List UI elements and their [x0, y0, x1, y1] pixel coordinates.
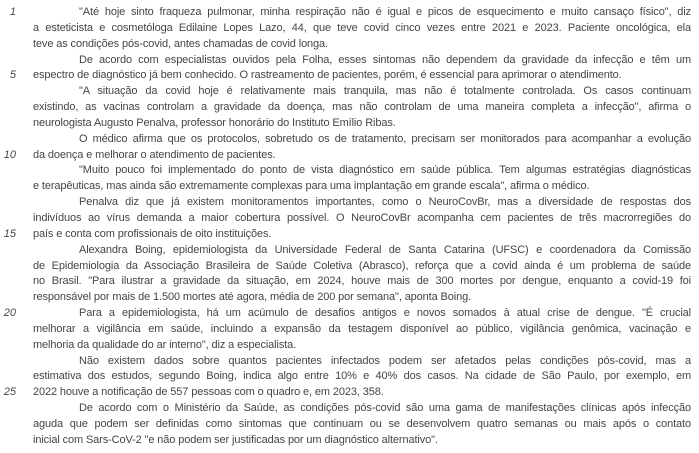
text-line — [0, 68, 691, 84]
text-line — [0, 290, 691, 306]
text-line — [0, 385, 691, 401]
line-text: de Epidemiologia da Associação Brasileira de Saúde Coletiva (Abrasco), reforça que a covid ainda é um problema de saúde — [33, 259, 691, 272]
text-line — [0, 37, 691, 53]
text-line — [0, 148, 691, 164]
text-line — [0, 195, 691, 211]
text-line — [0, 369, 691, 385]
text-line — [0, 21, 691, 37]
line-text: Para a epidemiologista, há um acúmulo de desafios antigos e novos somados à atual crise de dengue. "É crucial — [79, 307, 691, 320]
text-line — [0, 132, 691, 148]
text-line — [0, 84, 691, 100]
text-line — [0, 274, 691, 290]
line-text: Alexandra Boing, epidemiologista da Universidade Federal de Santa Catarina (UFSC) e coordenadora da Comissão — [79, 243, 691, 256]
line-text: espectro de diagnóstico já bem conhecido. O rastreamento de pacientes, porém, é essencial para aprimorar o atendimento. — [33, 69, 622, 82]
text-line — [0, 354, 691, 370]
line-text: aguda que podem ser definidas como sintomas que continuam ou se desenvolvem quatro semanas ou mais após o contato — [33, 417, 691, 430]
line-text: e terapêuticas, mas ainda são extremamente complexas para uma implantação em grande escala", afirma o médico. — [33, 180, 590, 193]
line-text: país e conta com profissionais de oito instituições. — [33, 227, 272, 240]
line-text: Não existem dados sobre quantos pacientes infectados podem ser afetados pelas condições pós-covid, mas a — [79, 354, 691, 367]
line-text: responsável por mais de 1.500 mortes até agora, média de 200 por semana", aponta Boing. — [33, 291, 472, 304]
text-line — [0, 306, 691, 322]
text-line — [0, 401, 691, 417]
text-line — [0, 116, 691, 132]
text-line — [0, 100, 691, 116]
text-line — [0, 163, 691, 179]
text-line — [0, 322, 691, 338]
line-number: 25 — [3, 386, 16, 399]
line-text: "A situação da covid hoje é relativamente mais tranquila, mas não é totalmente controlada. Os casos continuam — [79, 85, 691, 98]
line-text: "Muito pouco foi implementado do ponto de vista diagnóstico em saúde pública. Tem algumas estratégias diagnósticas — [79, 164, 691, 177]
text-line — [0, 259, 691, 275]
line-text: De acordo com especialistas ouvidos pela Folha, esses sintomas não dependem da gravidade da infecção e têm um — [79, 53, 691, 66]
line-text: existindo, as vacinas controlam a gravidade da doença, mas não controlam de uma maneira completa a infecção", afirma o — [33, 101, 691, 114]
line-text: 2022 houve a notificação de 557 pessoas com o quadro e, em 2023, 358. — [33, 386, 384, 399]
text-line — [0, 338, 691, 354]
text-line — [0, 243, 691, 259]
line-number: 10 — [3, 148, 16, 161]
line-number: 1 — [9, 6, 16, 18]
text-line — [0, 5, 691, 21]
line-text: O médico afirma que os protocolos, sobretudo os de tratamento, precisam ser monitorados para acompanhar a evolução — [79, 132, 691, 145]
line-text: neurologista Augusto Penalva, professor honorário do Instituto Emílio Ribas. — [33, 116, 396, 129]
text-line — [0, 53, 691, 69]
text-line — [0, 179, 691, 195]
line-text: De acordo com o Ministério da Saúde, as condições pós-covid são uma gama de manifestações clínicas após infecção — [79, 402, 691, 415]
line-text: da doença e melhorar o atendimento de pacientes. — [33, 148, 276, 161]
line-text: "Até hoje sinto fraqueza pulmonar, minha respiração não é igual e picos de esquecimento e muito cansaço físico", diz — [79, 6, 691, 18]
line-text: Penalva diz que já existem monitoramentos importantes, como o NeuroCovBr, mas a diversidade de respostas dos — [79, 196, 691, 209]
line-text: inicial com Sars-CoV-2 "e não podem ser justificadas por um diagnóstico alternativo". — [33, 433, 438, 446]
line-text: estimativa dos estudos, segundo Boing, indica algo entre 10% e 40% dos casos. Na cidade de São Paulo, por exemplo, em — [33, 370, 691, 383]
line-text: a esteticista e cosmetóloga Edilaine Lopes Lazo, 44, que teve covid cinco vezes entre 2021 e 2023. Paciente oncológica, ela — [33, 21, 691, 34]
text-line — [0, 227, 691, 243]
text-line — [0, 211, 691, 227]
line-text: melhoria da qualidade do ar interno", diz a especialista. — [33, 338, 297, 351]
line-number: 5 — [9, 69, 16, 82]
line-number: 15 — [3, 227, 16, 240]
line-number: 20 — [3, 307, 16, 320]
line-text: indivíduos ao vírus demanda a maior cobertura possível. O NeuroCovBr acompanha cem pacientes de três macrorregiões do — [33, 211, 691, 224]
text-line — [0, 417, 691, 433]
text-line — [0, 433, 691, 449]
line-text: no Brasil. "Para ilustrar a gravidade da situação, em 2024, houve mais de 300 mortes por dengue, enquanto a covid-19 foi — [33, 275, 691, 288]
line-text: teve as condições pós-covid, antes chamadas de covid longa. — [33, 37, 328, 50]
line-text: melhorar a vigilância em saúde, incluindo a expansão da testagem disponível ao público, vigilância genômica, vacinação e — [33, 322, 691, 335]
